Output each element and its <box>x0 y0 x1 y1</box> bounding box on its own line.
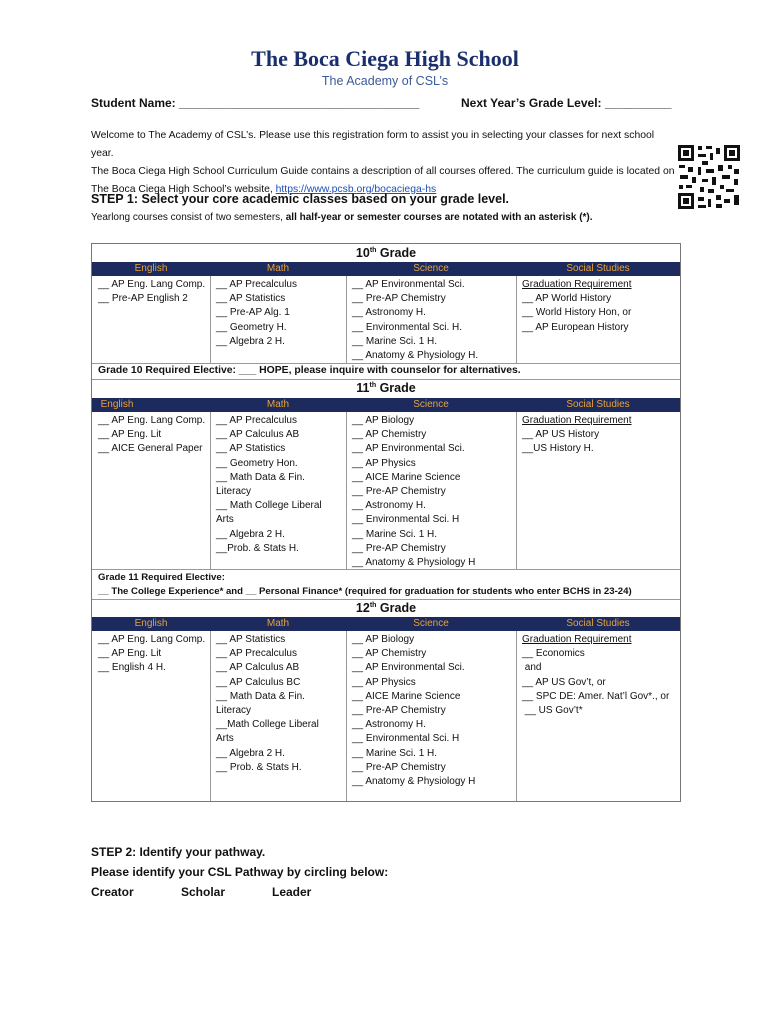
header-science: Science <box>413 263 449 274</box>
step1-title: STEP 1: Select your core academic classes based on your grade level. <box>91 192 510 206</box>
grade11-social-list[interactable]: Graduation Requirement __ AP US History __US History H. <box>522 415 632 455</box>
grade11-math-list[interactable]: __ AP Precalculus __ AP Calculus AB __ AP Statistics __ Geometry Hon. __ Math Data & Fin. Literacy __ Math College Liberal Arts __ Algebra 2 H. __Prob. & Stats H. <box>216 415 322 554</box>
grade11-required-elective[interactable]: Grade 11 Required Elective: __ The College Experience* and __ Personal Finance* (required for graduation for students who enter BCHS in 23-24) <box>98 572 632 597</box>
grade10-required-elective[interactable]: Grade 10 Required Elective: ___ HOPE, please inquire with counselor for alternatives. <box>98 365 521 376</box>
grade11-english-list[interactable]: __ AP Eng. Lang Comp. __ AP Eng. Lit __ AICE General Paper <box>98 415 206 455</box>
student-name-field[interactable]: Student Name: ____________________________________ <box>91 96 420 110</box>
intro-line-1: Welcome to The Academy of CSL’s. Please use this registration form to assist you in selecting your classes for next school year. <box>91 130 655 159</box>
grade10-social-list[interactable]: Graduation Requirement __ AP World History __ World History Hon, or __ AP European History <box>522 279 632 333</box>
step1-subtitle: Yearlong courses consist of two semesters, all half-year or semester courses are notated with an asterisk (*). <box>91 212 593 223</box>
pathway-scholar[interactable]: Scholar <box>181 885 226 899</box>
grade10-heading: 10th Grade <box>355 246 417 260</box>
page-subtitle: The Academy of CSL’s <box>321 74 449 88</box>
grade12-social-list[interactable]: Graduation Requirement __ Economics and __ AP US Gov’t, or __ SPC DE: Amer. Nat’l Gov*., or __ US Gov’t* <box>522 634 670 717</box>
step2-instruction: Please identify your CSL Pathway by circling below: <box>91 865 389 879</box>
intro-line-3: The Boca Ciega High School’s website, https://www.pcsb.org/bocaciega-hs <box>91 184 437 195</box>
pathway-leader[interactable]: Leader <box>272 885 312 899</box>
grade-level-field[interactable]: Next Year’s Grade Level: __________ <box>461 96 672 110</box>
grade11-science-list[interactable]: __ AP Biology __ AP Chemistry __ AP Environmental Sci. __ AP Physics __ AICE Marine Science __ Pre-AP Chemistry __ Astronomy H. __ Environmental Sci. H __ Marine Sci. 1 H. __ Pre-AP Chemistry __ Anatomy & Physiology H <box>352 415 476 569</box>
curriculum-link[interactable]: https://www.pcsb.org/bocaciega-hs <box>275 184 437 195</box>
header-math: Math <box>266 263 290 274</box>
grade10-science-list[interactable]: __ AP Environmental Sci. __ Pre-AP Chemistry __ Astronomy H. __ Environmental Sci. H. __ Marine Sci. 1 H. __ Anatomy & Physiology H. <box>352 279 479 362</box>
grade10-math-list[interactable]: __ AP Precalculus __ AP Statistics __ Pre-AP Alg. 1 __ Geometry H. __ Algebra 2 H. <box>216 279 297 347</box>
grade11-column-headers: English Math Science Social Studies <box>92 398 680 412</box>
step2-title: STEP 2: Identify your pathway. <box>91 845 266 859</box>
intro-text <box>91 127 676 199</box>
grade10-english-list[interactable]: __ AP Eng. Lang Comp. __ Pre-AP English 2 <box>98 279 206 305</box>
grade10-column-headers <box>92 262 680 276</box>
course-table <box>91 243 681 802</box>
intro-line-2: The Boca Ciega High School Curriculum Guide contains a description of all courses offered. The curriculum guide is located on <box>91 166 675 177</box>
grade12-science-list[interactable]: __ AP Biology __ AP Chemistry __ AP Environmental Sci. __ AP Physics __ AICE Marine Science __ Pre-AP Chemistry __ Astronomy H. __ Environmental Sci. H __ Marine Sci. 1 H. __ Pre-AP Chemistry __ Anatomy & Physiology H <box>352 634 476 788</box>
pathway-creator[interactable]: Creator <box>91 885 134 899</box>
grade12-math-list[interactable]: __ AP Statistics __ AP Precalculus __ AP Calculus AB __ AP Calculus BC __ Math Data & Fin. Literacy __Math College Liberal Arts __ Algebra 2 H. __ Prob. & Stats H. <box>216 634 319 773</box>
header-english: English <box>134 263 168 274</box>
header-social-studies: Social Studies <box>566 263 630 274</box>
grade12-heading: 12th Grade <box>355 601 417 615</box>
qr-code-icon <box>676 143 742 211</box>
grade12-column-headers: English Math Science Social Studies <box>92 617 680 631</box>
grade11-heading: 11th Grade <box>356 381 416 395</box>
grade12-english-list[interactable]: __ AP Eng. Lang Comp. __ AP Eng. Lit __ English 4 H. <box>98 634 206 674</box>
page-title: The Boca Ciega High School <box>251 46 519 71</box>
